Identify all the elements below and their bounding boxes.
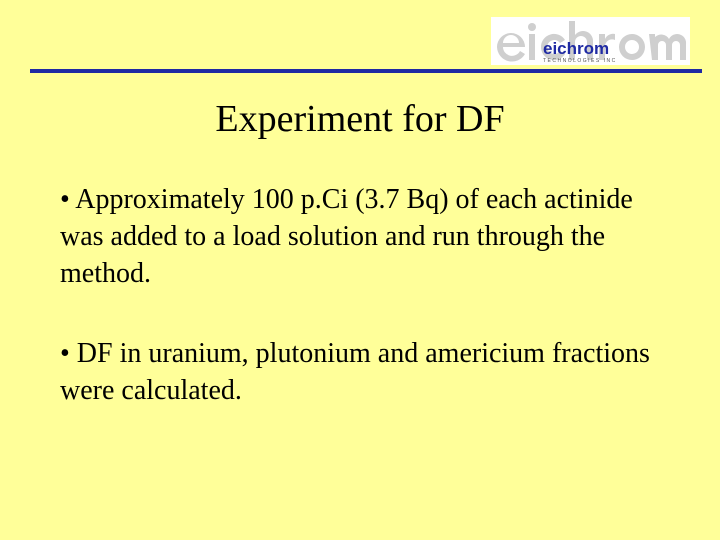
bullet-item: • Approximately 100 p.Ci (3.7 Bq) of each actinide was added to a load solution and run through the method. [60, 184, 633, 289]
eichrom-logo-graphic [491, 17, 690, 65]
header-rule [30, 69, 702, 73]
logo-tagline: TECHNOLOGIES INC [543, 58, 617, 64]
logo-brand-text: eichrom [543, 39, 610, 58]
eichrom-logo [491, 17, 690, 65]
bullet-item: • DF in uranium, plutonium and americium fractions were calculated. [60, 338, 650, 406]
slide-title: Experiment for DF [215, 98, 505, 140]
